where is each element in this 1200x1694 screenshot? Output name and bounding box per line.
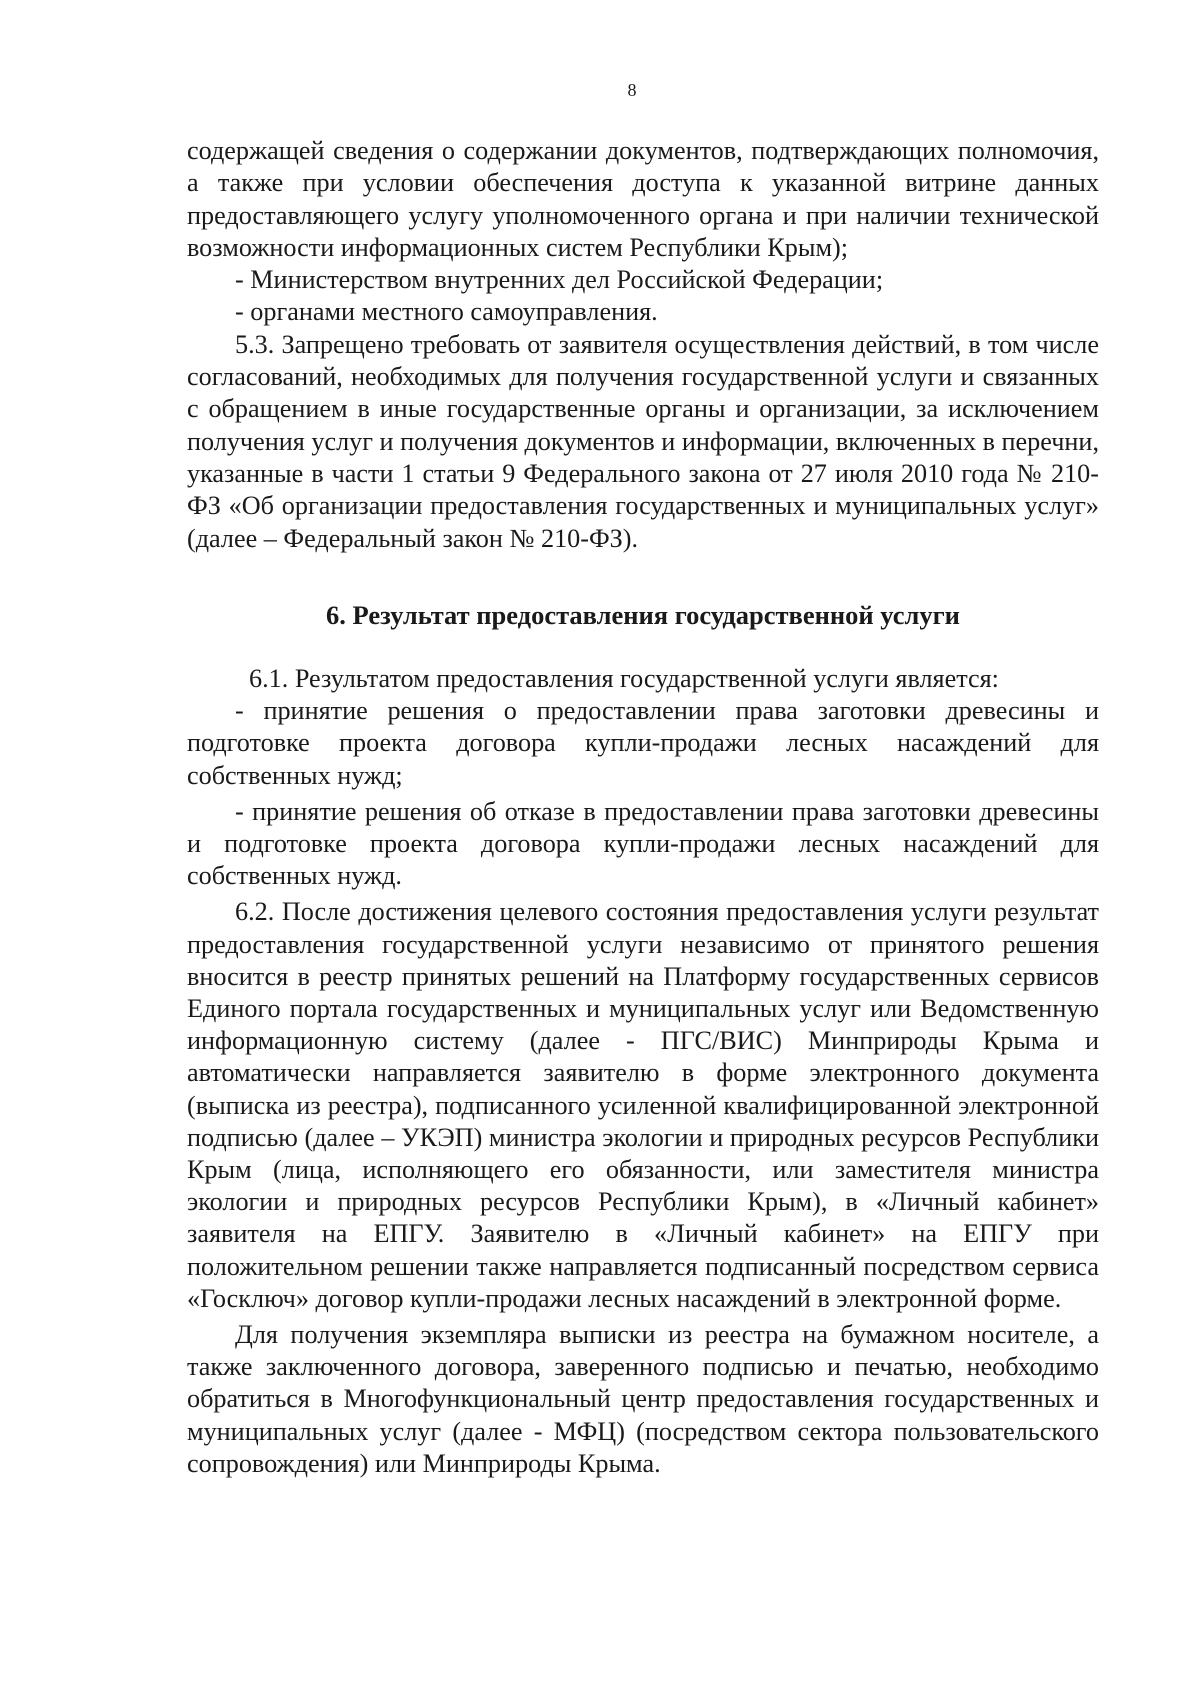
paragraph-paper-copy: Для получения экземпляра выписки из реестра на бумажном носителе, а также заключенного договора, заверенного подписью и печатью, необходимо обратиться в Многофункциональный центр предоставления государственных и муниципальных услуг (далее - МФЦ) (посредством сектора пользовательского сопровождения) или Минприроды Крыма. — [187, 1320, 1099, 1478]
paragraph-6-1: 6.1. Результатом предоставления государственной услуги является: — [249, 664, 999, 693]
list-item-mvd: - Министерством внутренних дел Российской Федерации; — [235, 265, 884, 295]
list-item-local-government: - органами местного самоуправления. — [235, 297, 658, 327]
text-block-top — [187, 135, 1099, 555]
paragraph-5-3: 5.3. Запрещено требовать от заявителя осуществления действий, в том числе согласований, необходимых для получения государственной услуги и связанных с обращением в иные государственные органы и организации, за исключением получения услуг и получения документов и информации, включенных в перечни, указанные в части 1 статьи 9 Федерального закона от 27 июля 2010 года № 210-ФЗ «Об организации предоставления государственных и муниципальных услуг» (далее – Федеральный закон № 210-ФЗ). — [187, 329, 1099, 553]
section-heading: 6. Результат предоставления государственной услуги — [326, 600, 960, 630]
page-number: 8 — [627, 80, 637, 100]
list-item-refusal: - принятие решения об отказе в предоставлении права заготовки древесины и подготовке проекта договора купли-продажи лесных насаждений для собственных нужд. — [187, 796, 1099, 891]
text-block-section-6 — [187, 663, 1099, 1480]
list-item-approval: - принятие решения о предоставлении права заготовки древесины и подготовке проекта договора купли-продажи лесных насаждений для собственных нужд; — [187, 696, 1099, 790]
paragraph-6-2: 6.2. После достижения целевого состояния предоставления услуги результат предоставления государственной услуги независимо от принятого решения вносится в реестр принятых решений на Платформу государственных сервисов Единого портала государственных и муниципальных услуг или Ведомственную информационную систему (далее - ПГС/ВИС) Минприроды Крыма и автоматически направляется заявителю в форме электронного документа (выписка из реестра), подписанного усиленной квалифицированной электронной подписью (далее – УКЭП) министра экологии и природных ресурсов Республики Крым (лица, исполняющего его обязанности, или заместителя министра экологии и природных ресурсов Республики Крым), в «Личный кабинет» заявителя на ЕПГУ. Заявителю в «Личный кабинет» на ЕПГУ при положительном решении также направляется подписанный посредством сервиса «Госключ» договор купли-продажи лесных насаждений в электронной форме. — [187, 897, 1099, 1313]
paragraph-continuation: содержащей сведения о содержании документов, подтверждающих полномочия, а также при условии обеспечения доступа к указанной витрине данных предоставляющего услугу уполномоченного органа и при наличии технической возможности информационных систем Республики Крым); — [187, 136, 1099, 262]
